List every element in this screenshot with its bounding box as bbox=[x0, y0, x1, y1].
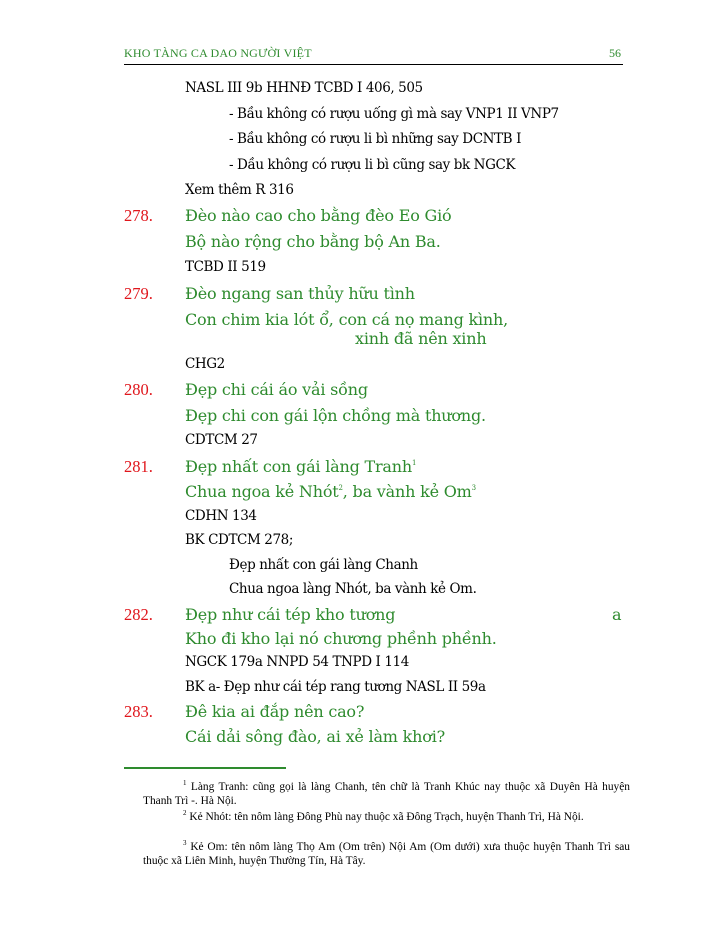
variant-line: - Dầu không có rượu li bì cũng say bk NGCK bbox=[229, 157, 516, 173]
entry-number-278: 278. bbox=[124, 206, 153, 225]
footnote-mark: 2 bbox=[183, 809, 187, 817]
entry-number-280: 280. bbox=[124, 380, 153, 399]
entry-number-283: 283. bbox=[124, 702, 153, 721]
source-line: NASL III 9b HHNĐ TCBD I 406, 505 bbox=[185, 80, 423, 96]
verse-line: Đẹp chi con gái lộn chồng mà thương. bbox=[185, 406, 486, 425]
verse-text: Đẹp nhất con gái làng Tranh bbox=[185, 457, 412, 476]
entry-number-281: 281. bbox=[124, 457, 153, 476]
entry-number-279: 279. bbox=[124, 284, 153, 303]
variant-line: Chua ngoa làng Nhót, ba vành kẻ Om. bbox=[229, 581, 477, 597]
footnote bbox=[143, 810, 630, 824]
footnote-separator bbox=[124, 767, 286, 769]
footnote-mark: 3 bbox=[183, 839, 187, 847]
variant-line: - Bầu không có rượu uống gì mà say VNP1 II VNP7 bbox=[229, 106, 559, 122]
verse-line bbox=[185, 457, 416, 476]
footnote bbox=[143, 840, 630, 868]
footnote-text: Kẻ Nhót: tên nôm làng Đông Phù nay thuộc xã Đông Trạch, huyện Thanh Trì, Hà Nội. bbox=[186, 811, 584, 823]
page-number: 56 bbox=[609, 46, 621, 60]
footnote-mark: 1 bbox=[183, 779, 187, 787]
source-line: NGCK 179a NNPD 54 TNPD I 114 bbox=[185, 654, 409, 670]
entry-number-282: 282. bbox=[124, 605, 153, 624]
verse-line: Đẹp chi cái áo vải sồng bbox=[185, 380, 368, 399]
source-line: CDTCM 27 bbox=[185, 432, 258, 448]
variant-marker: a bbox=[612, 605, 622, 624]
book-title: KHO TÀNG CA DAO NGƯỜI VIỆT bbox=[124, 46, 312, 60]
verse-line: Kho đi kho lại nó chương phềnh phềnh. bbox=[185, 629, 497, 648]
footnote-text: Làng Tranh: cũng gọi là làng Chanh, tên chữ là Tranh Khúc nay thuộc xã Duyên Hà huyện Thanh Trì -. Hà Nội. bbox=[143, 781, 630, 807]
verse-text: , ba vành kẻ Om bbox=[342, 482, 472, 501]
footnote-text: Kẻ Om: tên nôm làng Thọ Am (Om trên) Nội Am (Om dưới) xưa thuộc huyện Thanh Trì sau thuộc xã Liên Minh, huyện Thường Tín, Hà Tây. bbox=[143, 841, 630, 867]
verse-line bbox=[185, 482, 476, 501]
footnote-ref: 2 bbox=[338, 484, 343, 492]
see-also-line: Xem thêm R 316 bbox=[185, 182, 294, 198]
variant-line: Đẹp nhất con gái làng Chanh bbox=[229, 557, 418, 573]
source-line: CDHN 134 bbox=[185, 508, 257, 524]
source-line: BK CDTCM 278; bbox=[185, 532, 294, 548]
verse-line: Đèo ngang san thủy hữu tình bbox=[185, 284, 415, 303]
verse-text: Chua ngoa kẻ Nhót bbox=[185, 482, 339, 501]
source-line: TCBD II 519 bbox=[185, 259, 266, 275]
footnote-ref: 3 bbox=[471, 484, 476, 492]
running-header bbox=[124, 44, 623, 65]
footnote bbox=[143, 780, 630, 808]
verse-line: Đẹp như cái tép kho tương bbox=[185, 605, 396, 624]
verse-line: xinh đã nên xinh bbox=[355, 329, 487, 348]
source-line: BK a- Đẹp như cái tép rang tương NASL II 59a bbox=[185, 679, 486, 695]
variant-line: - Bầu không có rượu li bì những say DCNTB I bbox=[229, 131, 522, 147]
verse-line: Đèo nào cao cho bằng đèo Eo Gió bbox=[185, 206, 452, 225]
verse-line: Bộ nào rộng cho bằng bộ An Ba. bbox=[185, 232, 441, 251]
verse-line: Đê kia ai đắp nên cao? bbox=[185, 702, 365, 721]
footnote-ref: 1 bbox=[411, 459, 417, 467]
verse-line: Con chim kia lót ổ, con cá nọ mang kình, bbox=[185, 310, 509, 329]
verse-line: Cái dải sông đào, ai xẻ làm khơi? bbox=[185, 727, 445, 746]
source-line: CHG2 bbox=[185, 356, 225, 372]
